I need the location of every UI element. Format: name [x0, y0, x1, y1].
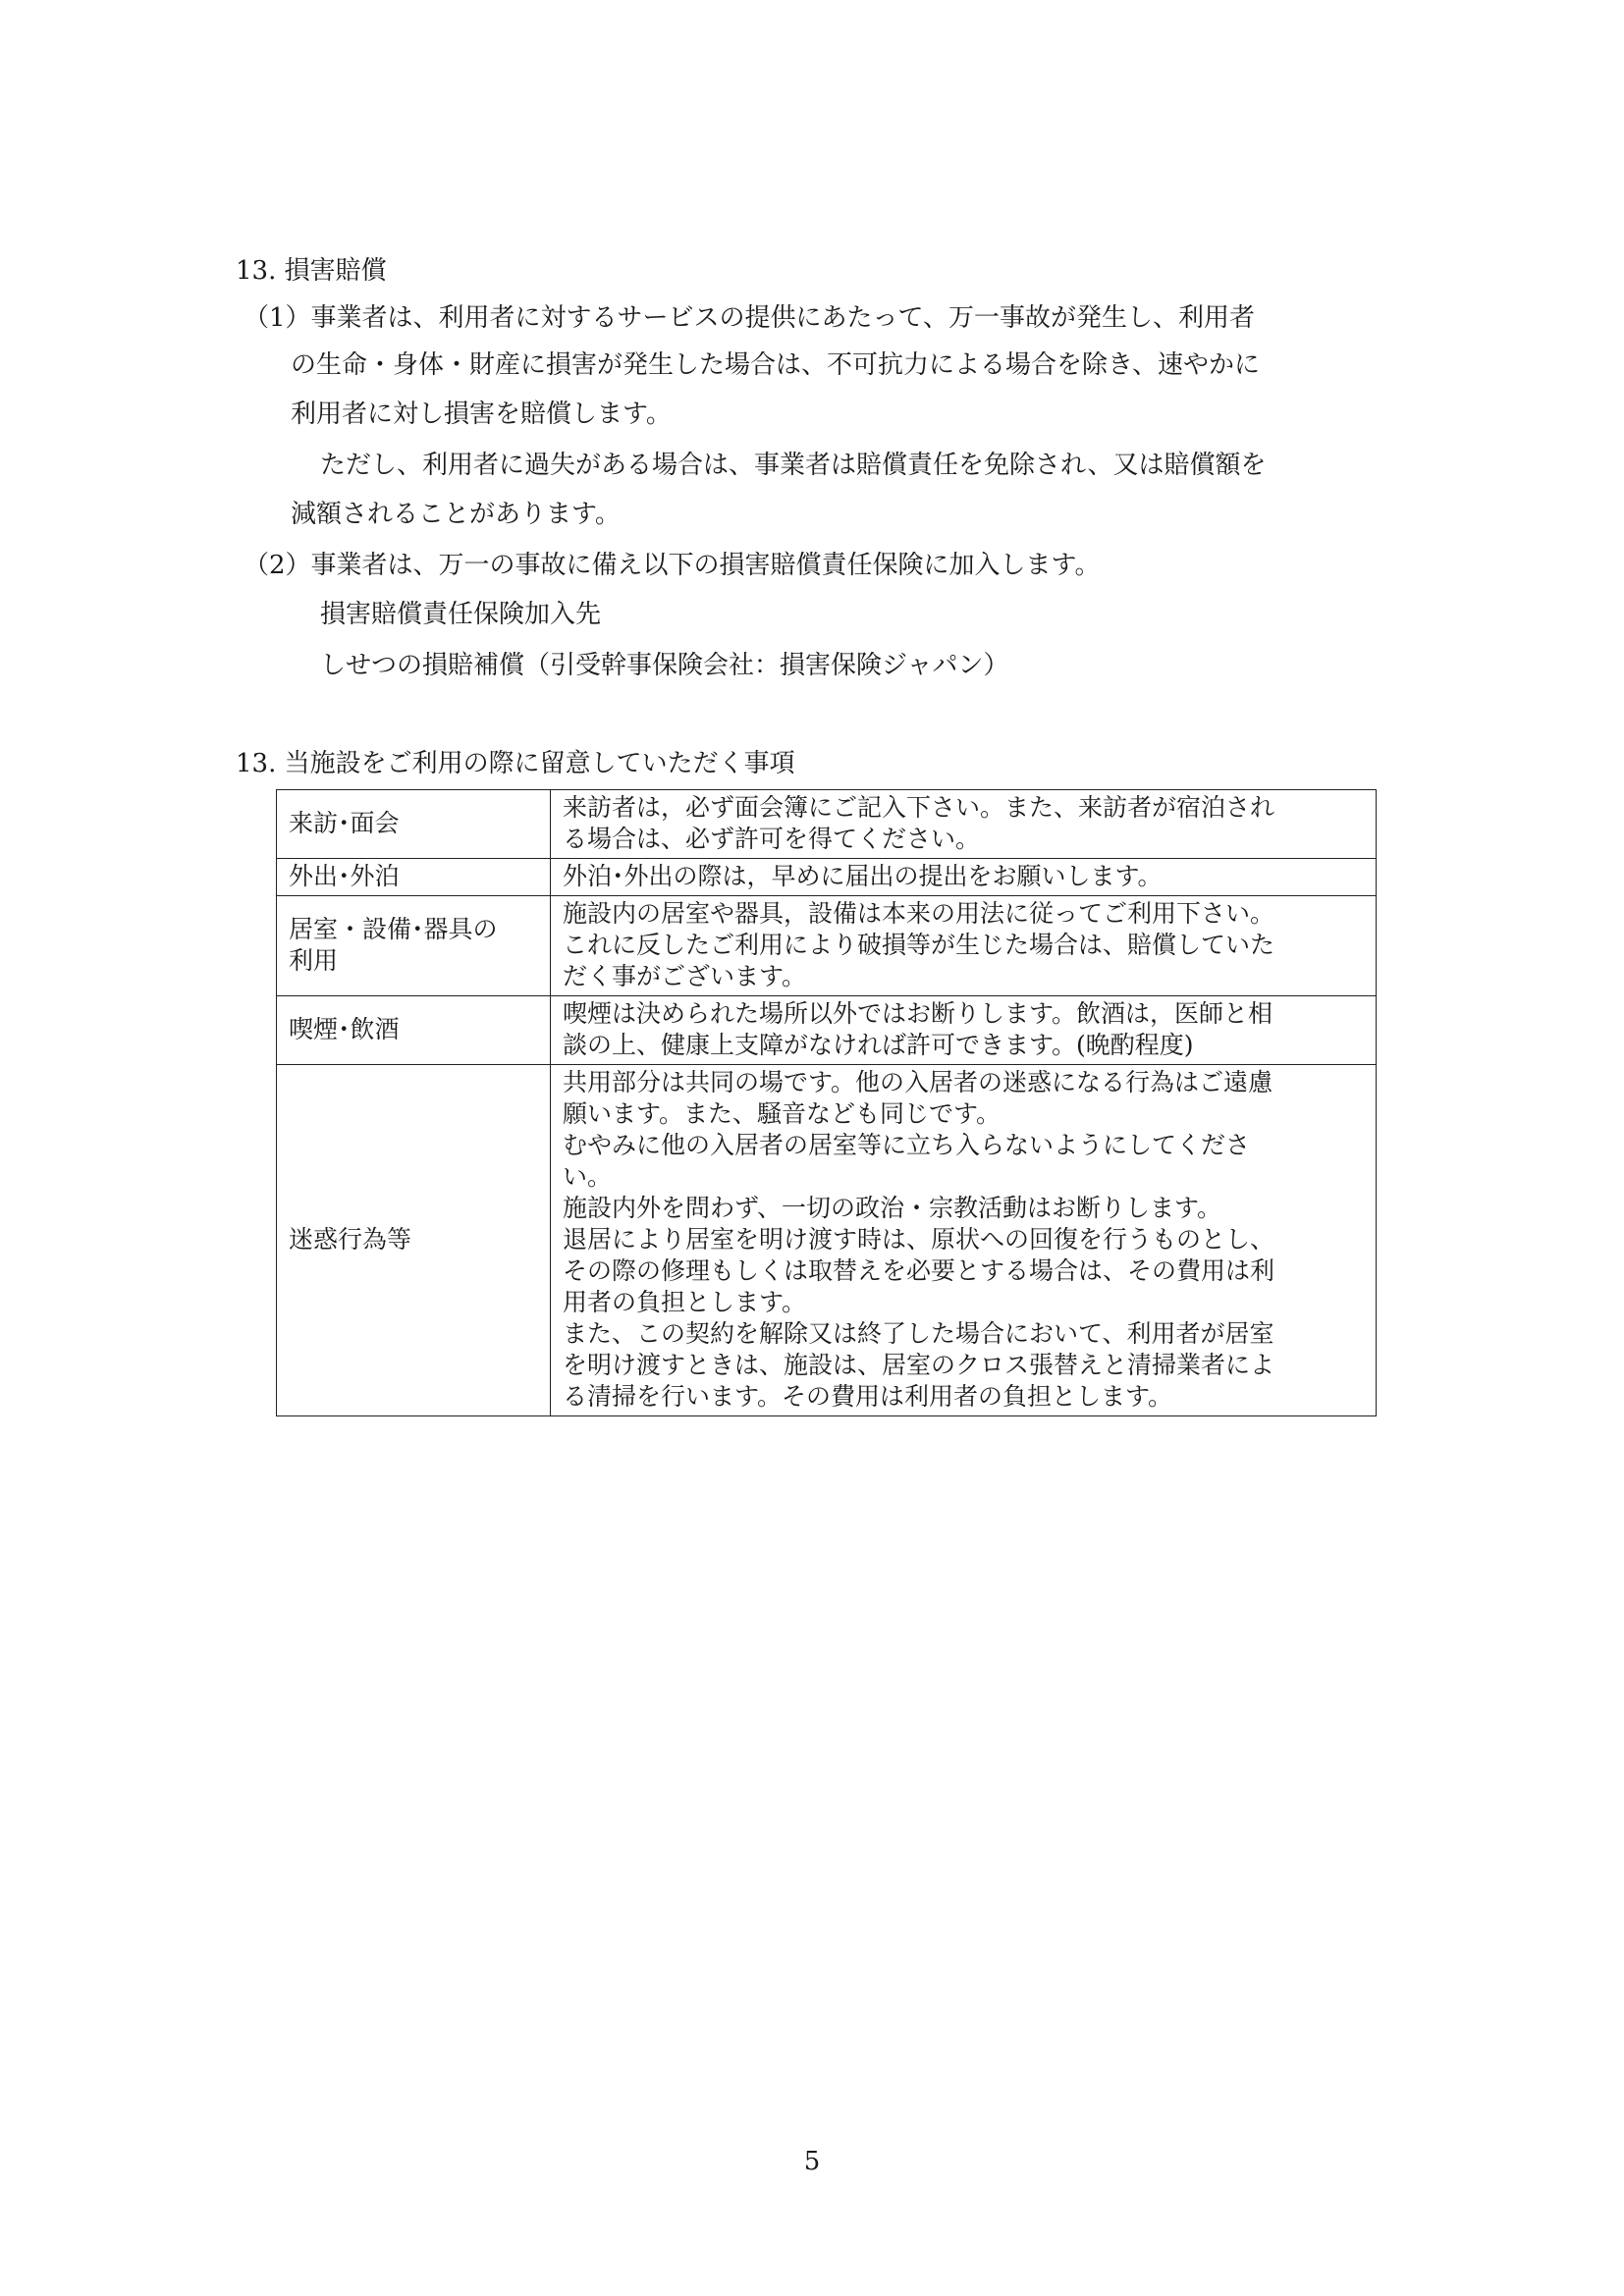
damages-item1-line2: の生命・身体・財産に損害が発生した場合は、不可抗力による場合を除き、速やかに [291, 350, 1260, 380]
section-heading-damages: 13. 損害賠償 [236, 256, 387, 286]
rule-description-line: また、この契約を解除又は終了した場合において、利用者が居室 [563, 1319, 1274, 1348]
rule-description-line: 施設内の居室や器具，設備は本来の用法に従ってご利用下さい。 [563, 899, 1275, 928]
damages-note-line1: ただし、利用者に過失がある場合は、事業者は賠償責任を免除され、又は賠償額を [320, 451, 1267, 480]
rule-description-line: 用者の負担とします。 [563, 1288, 807, 1316]
rule-description-cell [551, 996, 1377, 1065]
rule-description-line: 施設内外を問わず、一切の政治・宗教活動はお断りします。 [563, 1194, 1222, 1222]
rule-category-cell [277, 790, 551, 859]
rule-description-line: い。 [563, 1162, 613, 1191]
page-number: 5 [803, 2147, 821, 2176]
insurance-provider-name: しせつの損賠補償（引受幹事保険会社：損害保険ジャパン） [320, 651, 1009, 680]
rule-description-cell [551, 1065, 1377, 1416]
rule-description-line: だく事がございます。 [563, 962, 807, 990]
rule-category-text: 利用 [289, 946, 339, 975]
damages-item2-line1: （2）事業者は、万一の事故に備え以下の損害賠償責任保険に加入します。 [244, 551, 1101, 580]
table-row [277, 1065, 1377, 1416]
rule-description-line: る場合は、必ず許可を得てください。 [563, 825, 981, 853]
rule-description-line: を明け渡すときは、施設は、居室のクロス張替えと清掃業者によ [563, 1351, 1275, 1379]
rule-description-line: 退居により居室を明け渡す時は、原状への回復を行うものとし、 [563, 1225, 1275, 1254]
table-row [277, 859, 1377, 896]
facility-rules-table [276, 789, 1377, 1416]
rule-category-cell [277, 859, 551, 896]
table-row [277, 790, 1377, 859]
rule-description-line: る清掃を行います。その費用は利用者の負担とします。 [563, 1382, 1173, 1411]
rule-category-cell [277, 1065, 551, 1416]
rule-category-text: 外出･外泊 [289, 862, 400, 890]
rule-description-line: これに反したご利用により破損等が生じた場合は、賠償していた [563, 931, 1275, 959]
damages-item1-line1: （1）事業者は、利用者に対するサービスの提供にあたって、万一事故が発生し、利用者 [244, 303, 1256, 333]
rule-category-text: 来訪･面会 [289, 809, 400, 837]
rule-description-line: 願います。また、騒音なども同じです。 [563, 1099, 1001, 1128]
rule-description-cell [551, 790, 1377, 859]
rule-description-cell [551, 896, 1377, 996]
rule-description-line: 喫煙は決められた場所以外ではお断りします。飲酒は，医師と相 [563, 999, 1273, 1028]
facility-rules-table-body [277, 790, 1377, 1416]
table-row [277, 996, 1377, 1065]
insurance-provider-label: 損害賠償責任保険加入先 [320, 600, 602, 629]
rule-description-line: 談の上、健康上支障がなければ許可できます。(晩酌程度) [563, 1031, 1194, 1059]
rule-description-line: 来訪者は，必ず面会簿にご記入下さい。また、来訪者が宿泊され [563, 793, 1275, 822]
rule-description-line: 外泊･外出の際は，早めに届出の提出をお願いします。 [563, 862, 1163, 890]
rule-category-cell [277, 996, 551, 1065]
rule-category-cell [277, 896, 551, 996]
table-row [277, 896, 1377, 996]
rule-description-line: その際の修理もしくは取替えを必要とする場合は、その費用は利 [563, 1256, 1275, 1285]
section-heading-facility-rules: 13. 当施設をご利用の際に留意していただく事項 [236, 749, 795, 778]
rule-category-text: 迷惑行為等 [289, 1225, 412, 1254]
damages-note-line2: 減額されることがあります。 [291, 500, 621, 529]
rule-category-text: 喫煙･飲酒 [289, 1015, 400, 1043]
rule-category-text: 居室・設備･器具の [289, 915, 498, 943]
damages-item1-line3: 利用者に対し損害を賠償します。 [291, 400, 672, 429]
rule-description-line: むやみに他の入居者の居室等に立ち入らないようにしてくださ [563, 1131, 1251, 1159]
rule-description-cell [551, 859, 1377, 896]
rule-description-line: 共用部分は共同の場です。他の入居者の迷惑になる行為はご遠慮 [563, 1068, 1273, 1096]
